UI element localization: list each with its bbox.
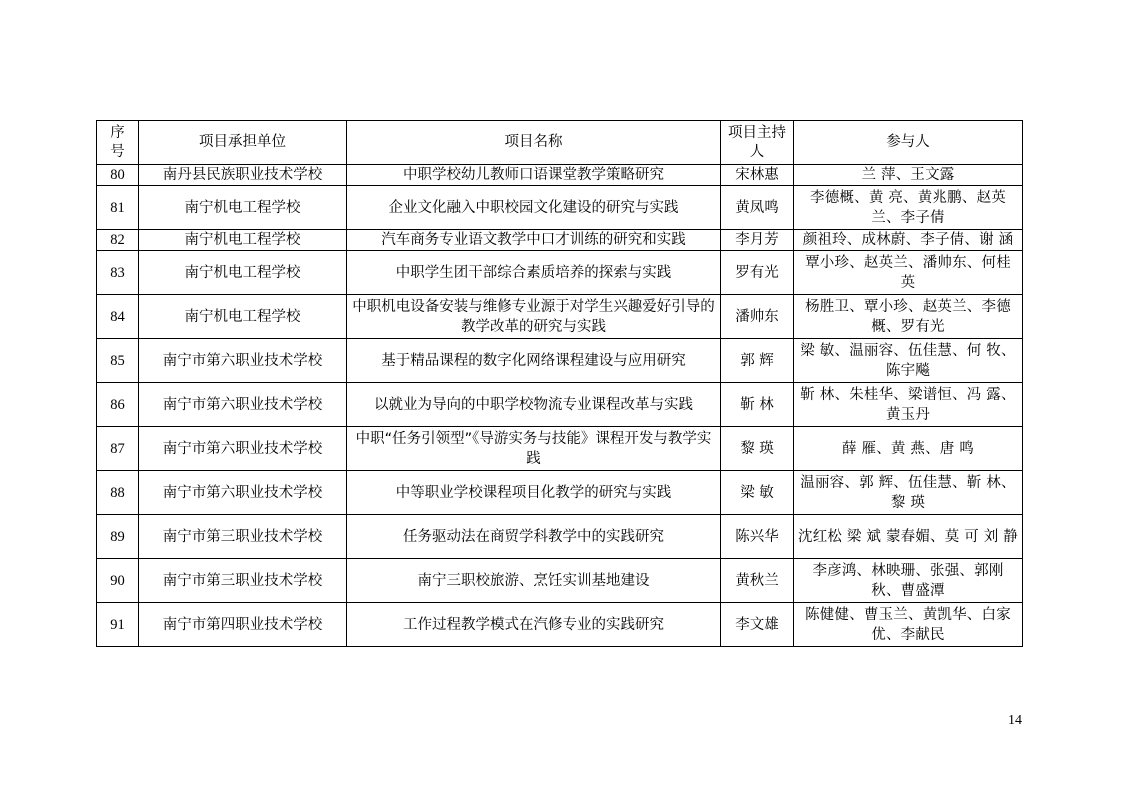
row-number: 82 bbox=[97, 230, 139, 251]
row-host: 靳 林 bbox=[721, 383, 794, 427]
table-row bbox=[97, 251, 1023, 295]
table-row bbox=[97, 383, 1023, 427]
table-header-row bbox=[97, 121, 1023, 165]
row-unit: 南宁市第三职业技术学校 bbox=[139, 559, 347, 603]
row-members: 覃小珍、赵英兰、潘帅东、何桂英 bbox=[794, 251, 1023, 295]
row-number: 88 bbox=[97, 471, 139, 515]
row-project-name: 工作过程教学模式在汽修专业的实践研究 bbox=[347, 603, 721, 647]
row-members: 李德概、黄 亮、黄兆鹏、赵英兰、李子倩 bbox=[794, 186, 1023, 230]
header-name: 项目名称 bbox=[347, 121, 721, 165]
row-members: 兰 萍、王文露 bbox=[794, 165, 1023, 186]
row-unit: 南宁市第六职业技术学校 bbox=[139, 471, 347, 515]
table-row bbox=[97, 186, 1023, 230]
row-project-name: 任务驱动法在商贸学科教学中的实践研究 bbox=[347, 515, 721, 559]
page-number: 14 bbox=[1008, 713, 1022, 728]
row-host: 罗有光 bbox=[721, 251, 794, 295]
row-number: 81 bbox=[97, 186, 139, 230]
row-host: 郭 辉 bbox=[721, 339, 794, 383]
row-members: 薛 雁、黄 燕、唐 鸣 bbox=[794, 427, 1023, 471]
row-members: 李彦鸿、林映珊、张强、郭刚秋、曹盛潭 bbox=[794, 559, 1023, 603]
row-members: 温丽容、郭 辉、伍佳慧、靳 林、黎 瑛 bbox=[794, 471, 1023, 515]
table-row bbox=[97, 471, 1023, 515]
header-members: 参与人 bbox=[794, 121, 1023, 165]
row-members: 陈健健、曹玉兰、黄凯华、白家优、李献民 bbox=[794, 603, 1023, 647]
row-host: 潘帅东 bbox=[721, 295, 794, 339]
table-row bbox=[97, 165, 1023, 186]
row-project-name: 企业文化融入中职校园文化建设的研究与实践 bbox=[347, 186, 721, 230]
row-number: 87 bbox=[97, 427, 139, 471]
row-host: 黎 瑛 bbox=[721, 427, 794, 471]
header-unit: 项目承担单位 bbox=[139, 121, 347, 165]
row-unit: 南宁市第六职业技术学校 bbox=[139, 383, 347, 427]
row-members: 沈红松 梁 斌 蒙春媚、莫 可 刘 静 bbox=[794, 515, 1023, 559]
header-seq: 序号 bbox=[97, 121, 139, 165]
table-row bbox=[97, 339, 1023, 383]
row-host: 陈兴华 bbox=[721, 515, 794, 559]
row-number: 90 bbox=[97, 559, 139, 603]
row-number: 91 bbox=[97, 603, 139, 647]
row-unit: 南宁机电工程学校 bbox=[139, 186, 347, 230]
row-project-name: 中职“任务引领型”《导游实务与技能》课程开发与教学实践 bbox=[347, 427, 721, 471]
table-row bbox=[97, 427, 1023, 471]
row-host: 黄秋兰 bbox=[721, 559, 794, 603]
table-row bbox=[97, 295, 1023, 339]
table-row bbox=[97, 603, 1023, 647]
row-unit: 南宁市第三职业技术学校 bbox=[139, 515, 347, 559]
row-number: 85 bbox=[97, 339, 139, 383]
row-unit: 南丹县民族职业技术学校 bbox=[139, 165, 347, 186]
row-project-name: 中职学生团干部综合素质培养的探索与实践 bbox=[347, 251, 721, 295]
row-members: 梁 敏、温丽容、伍佳慧、何 牧、陈宇飚 bbox=[794, 339, 1023, 383]
row-host: 梁 敏 bbox=[721, 471, 794, 515]
row-project-name: 基于精品课程的数字化网络课程建设与应用研究 bbox=[347, 339, 721, 383]
row-project-name: 中职学校幼儿教师口语课堂教学策略研究 bbox=[347, 165, 721, 186]
row-host: 李文雄 bbox=[721, 603, 794, 647]
row-unit: 南宁市第六职业技术学校 bbox=[139, 339, 347, 383]
row-project-name: 以就业为导向的中职学校物流专业课程改革与实践 bbox=[347, 383, 721, 427]
row-project-name: 汽车商务专业语文教学中口才训练的研究和实践 bbox=[347, 230, 721, 251]
row-project-name: 中等职业学校课程项目化教学的研究与实践 bbox=[347, 471, 721, 515]
row-number: 83 bbox=[97, 251, 139, 295]
row-project-name: 南宁三职校旅游、烹饪实训基地建设 bbox=[347, 559, 721, 603]
header-host: 项目主持人 bbox=[721, 121, 794, 165]
row-members: 杨胜卫、覃小珍、赵英兰、李德概、罗有光 bbox=[794, 295, 1023, 339]
row-number: 86 bbox=[97, 383, 139, 427]
row-unit: 南宁机电工程学校 bbox=[139, 295, 347, 339]
row-host: 黄凤鸣 bbox=[721, 186, 794, 230]
row-unit: 南宁机电工程学校 bbox=[139, 230, 347, 251]
row-number: 84 bbox=[97, 295, 139, 339]
row-members: 靳 林、朱桂华、梁谱恒、冯 露、黄玉丹 bbox=[794, 383, 1023, 427]
table-row bbox=[97, 230, 1023, 251]
row-project-name: 中职机电设备安装与维修专业源于对学生兴趣爱好引导的教学改革的研究与实践 bbox=[347, 295, 721, 339]
row-host: 宋林惠 bbox=[721, 165, 794, 186]
table-row bbox=[97, 515, 1023, 559]
row-number: 80 bbox=[97, 165, 139, 186]
table-row bbox=[97, 559, 1023, 603]
row-unit: 南宁市第四职业技术学校 bbox=[139, 603, 347, 647]
row-number: 89 bbox=[97, 515, 139, 559]
project-table bbox=[96, 120, 1023, 647]
row-unit: 南宁机电工程学校 bbox=[139, 251, 347, 295]
row-members: 颜祖玲、成林蔚、李子倩、谢 涵 bbox=[794, 230, 1023, 251]
row-unit: 南宁市第六职业技术学校 bbox=[139, 427, 347, 471]
row-host: 李月芳 bbox=[721, 230, 794, 251]
